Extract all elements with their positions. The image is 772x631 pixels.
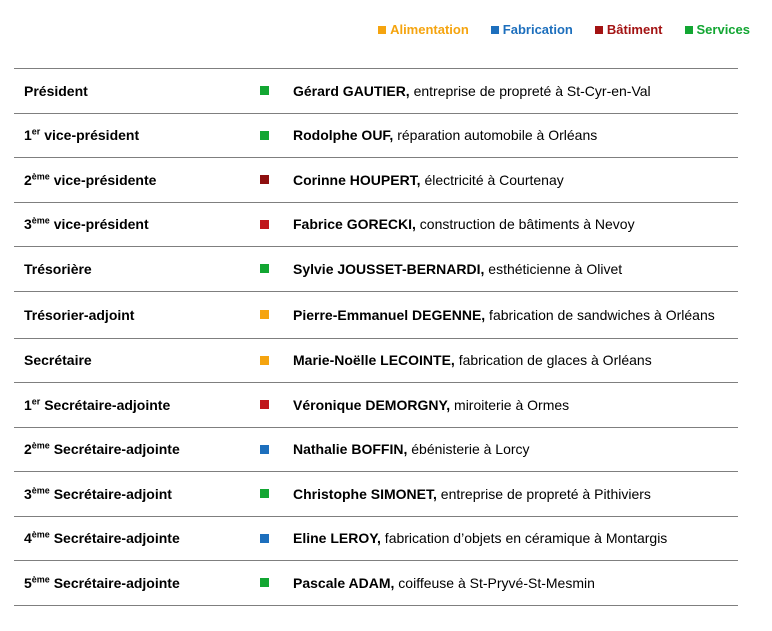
member-name: Fabrice GORECKI, [293,216,416,233]
member-business: fabrication d’objets en céramique à Montargis [380,530,668,547]
role-title: Trésorière [24,260,92,277]
role-title: Trésorier-adjoint [24,306,135,323]
role-rank: 2 [24,441,32,458]
role-title: Secrétaire [24,352,92,369]
member-name: Véronique DEMORGNY, [293,396,451,413]
sector-cell [236,220,293,229]
table-row [14,114,738,159]
role-rank-suffix: ème [31,171,50,182]
sector-batiment-square-icon [260,220,269,229]
table-row [14,339,738,384]
role-title: vice-présidente [49,171,157,188]
sector-cell [236,356,293,365]
sector-cell [236,264,293,273]
role-title: Secrétaire-adjointe [49,530,180,547]
sector-services-square-icon [260,131,269,140]
member-role [14,441,236,457]
role-rank: 4 [24,530,32,547]
table-row [14,561,738,606]
member-name: Sylvie JOUSSET-BERNARDI, [293,260,485,277]
sector-cell [236,489,293,498]
member-info [293,573,738,593]
member-name: Rodolphe OUF, [293,127,394,144]
sector-cell [236,131,293,140]
role-rank-suffix: er [31,126,41,137]
sector-services-square-icon [260,578,269,587]
role-rank-suffix: ème [31,215,50,226]
member-role [14,307,236,323]
member-info [293,350,738,370]
role-title: vice-président [49,216,149,233]
member-name: Nathalie BOFFIN, [293,441,408,458]
member-info [293,395,738,415]
member-business: fabrication de glaces à Orléans [454,352,652,369]
role-title: Président [24,82,88,99]
member-business: miroiterie à Ormes [450,396,570,413]
member-role [14,127,236,143]
sector-alimentation-square-icon [260,310,269,319]
member-role [14,352,236,368]
sector-services-square-icon [260,86,269,95]
role-rank-suffix: ème [31,440,50,451]
role-rank: 2 [24,171,32,188]
member-business: construction de bâtiments à Nevoy [415,216,635,233]
sector-batiment-square-icon [260,175,269,184]
table-row [14,292,738,339]
member-role [14,172,236,188]
role-rank: 1 [24,127,32,144]
role-title: Secrétaire-adjoint [49,485,172,502]
role-title: Secrétaire-adjointe [49,574,180,591]
role-rank: 3 [24,216,32,233]
member-role [14,486,236,502]
member-name: Eline LEROY, [293,530,381,547]
sector-alimentation-square-icon [260,356,269,365]
role-rank-suffix: ème [31,529,50,540]
member-business: fabrication de sandwiches à Orléans [485,306,715,323]
legend-item-alimentation [378,22,469,37]
member-role [14,216,236,232]
member-info [293,259,738,279]
member-business: coiffeuse à St-Pryvé-St-Mesmin [394,574,595,591]
member-business: esthéticienne à Olivet [484,260,623,277]
role-title: Secrétaire-adjointe [49,441,180,458]
sector-cell [236,310,293,319]
member-role [14,83,236,99]
member-name: Pascale ADAM, [293,574,395,591]
member-info [293,528,738,548]
sector-cell [236,534,293,543]
legend-label-batiment: Bâtiment [606,22,663,37]
sector-fabrication-square-icon [260,534,269,543]
legend-label-fabrication: Fabrication [502,22,573,37]
role-title: vice-président [40,127,140,144]
legend-label-alimentation: Alimentation [390,22,469,37]
alimentation-swatch-icon [378,26,386,34]
sector-cell [236,445,293,454]
legend-label-services: Services [696,22,750,37]
table-row [14,158,738,203]
member-role [14,261,236,277]
legend-item-fabrication [491,22,573,37]
member-business: ébénisterie à Lorcy [407,441,530,458]
role-rank: 1 [24,396,32,413]
table-row [14,517,738,562]
table-row [14,383,738,428]
sector-cell [236,578,293,587]
legend-item-services [685,22,751,37]
sector-cell [236,175,293,184]
role-title: Secrétaire-adjointe [40,396,171,413]
member-role [14,575,236,591]
legend-item-batiment [595,22,663,37]
member-info [293,125,738,145]
sector-services-square-icon [260,264,269,273]
role-rank-suffix: ème [31,485,50,496]
role-rank: 3 [24,485,32,502]
table-row [14,472,738,517]
member-business: électricité à Courtenay [420,171,564,188]
member-name: Marie-Noëlle LECOINTE, [293,352,455,369]
table-row [14,428,738,473]
sector-services-square-icon [260,489,269,498]
batiment-swatch-icon [595,26,603,34]
member-business: entreprise de propreté à Pithiviers [436,485,651,502]
member-info [293,305,738,325]
member-role [14,530,236,546]
table-row [14,69,738,114]
member-info [293,214,738,234]
member-info [293,81,738,101]
role-rank: 5 [24,574,32,591]
board-members-table [14,68,738,606]
member-business: réparation automobile à Orléans [393,127,598,144]
sector-cell [236,400,293,409]
fabrication-swatch-icon [491,26,499,34]
member-business: entreprise de propreté à St-Cyr-en-Val [409,82,651,99]
sector-fabrication-square-icon [260,445,269,454]
member-info [293,484,738,504]
member-name: Christophe SIMONET, [293,485,437,502]
member-name: Pierre-Emmanuel DEGENNE, [293,306,486,323]
role-rank-suffix: ème [31,574,50,585]
sector-legend [378,22,750,37]
sector-cell [236,86,293,95]
member-info [293,439,738,459]
table-row [14,203,738,248]
services-swatch-icon [685,26,693,34]
member-role [14,397,236,413]
member-name: Gérard GAUTIER, [293,82,410,99]
member-info [293,170,738,190]
sector-batiment-square-icon [260,400,269,409]
table-row [14,247,738,292]
role-rank-suffix: er [31,396,41,407]
member-name: Corinne HOUPERT, [293,171,421,188]
